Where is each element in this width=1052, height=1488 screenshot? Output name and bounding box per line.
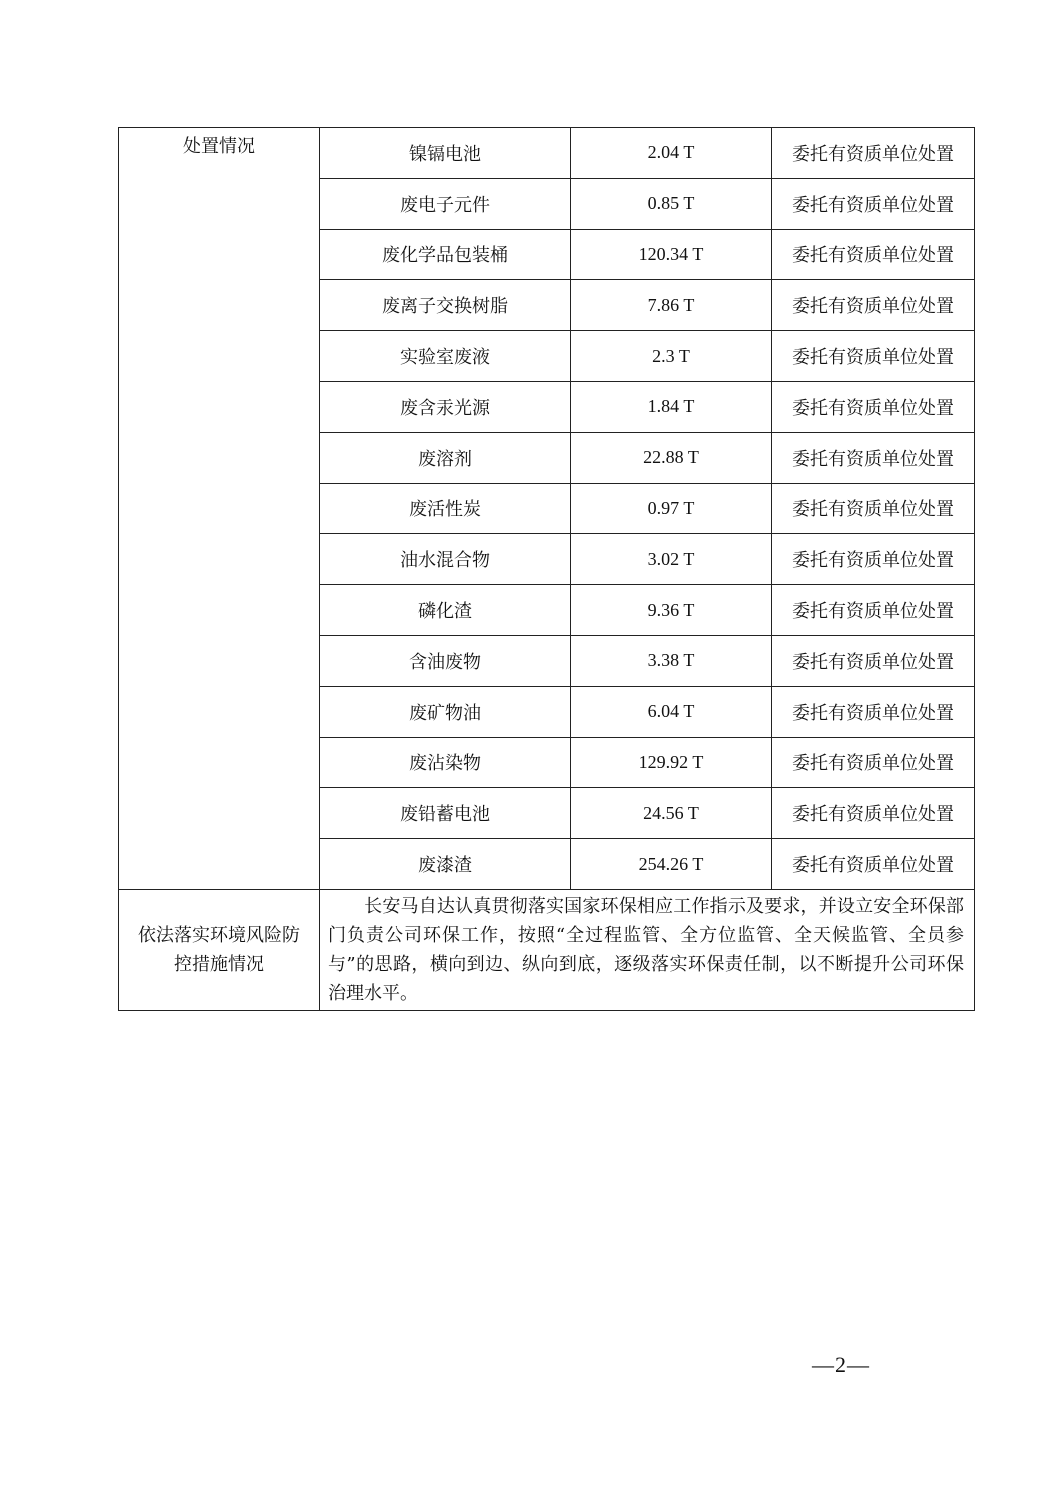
quantity: 9.36 T xyxy=(647,599,695,620)
quantity: 22.88 T xyxy=(643,447,699,468)
quantity: 6.04 T xyxy=(647,701,695,722)
quantity-cell xyxy=(571,178,772,229)
method-cell xyxy=(772,839,975,890)
waste-name: 废离子交换树脂 xyxy=(382,296,508,318)
method-cell xyxy=(772,585,975,636)
method-cell xyxy=(772,381,975,432)
method-cell xyxy=(772,686,975,737)
waste-name: 废化学品包装桶 xyxy=(382,245,508,267)
disposal-method: 委托有资质单位处置 xyxy=(792,702,954,724)
waste-name-cell xyxy=(320,229,571,280)
waste-name-cell xyxy=(320,635,571,686)
waste-name-cell xyxy=(320,128,571,179)
waste-name-cell xyxy=(320,381,571,432)
method-cell xyxy=(772,280,975,331)
waste-name: 油水混合物 xyxy=(400,550,490,572)
risk-measures-row xyxy=(119,889,975,1010)
disposal-method: 委托有资质单位处置 xyxy=(792,245,954,267)
waste-name: 废沾染物 xyxy=(409,753,481,775)
disposal-method: 委托有资质单位处置 xyxy=(792,601,954,623)
table-body xyxy=(119,128,975,1011)
method-cell xyxy=(772,534,975,585)
disposal-method: 委托有资质单位处置 xyxy=(792,397,954,419)
disposal-method: 委托有资质单位处置 xyxy=(792,143,954,165)
method-cell xyxy=(772,178,975,229)
quantity: 2.3 T xyxy=(652,345,690,366)
disposal-method: 委托有资质单位处置 xyxy=(792,651,954,673)
quantity-cell xyxy=(571,432,772,483)
quantity-cell xyxy=(571,331,772,382)
waste-name: 镍镉电池 xyxy=(409,143,481,165)
waste-name: 废矿物油 xyxy=(409,702,481,724)
risk-measures-label: 依法落实环境风险防控措施情况 xyxy=(138,924,300,975)
method-cell xyxy=(772,229,975,280)
waste-name-cell xyxy=(320,788,571,839)
waste-name-cell xyxy=(320,686,571,737)
method-cell xyxy=(772,128,975,179)
waste-name-cell xyxy=(320,483,571,534)
disposal-method: 委托有资质单位处置 xyxy=(792,855,954,877)
waste-name: 磷化渣 xyxy=(418,601,472,623)
risk-text-cell xyxy=(320,889,975,1010)
waste-name: 实验室废液 xyxy=(400,347,490,369)
disposal-method: 委托有资质单位处置 xyxy=(792,194,954,216)
quantity-cell xyxy=(571,737,772,788)
method-cell xyxy=(772,788,975,839)
risk-label-cell xyxy=(119,889,320,1010)
waste-name: 废漆渣 xyxy=(418,855,472,877)
quantity: 2.04 T xyxy=(647,142,695,163)
disposal-table xyxy=(118,127,975,1011)
quantity: 0.97 T xyxy=(647,497,695,518)
waste-name-cell xyxy=(320,178,571,229)
waste-name: 废含汞光源 xyxy=(400,397,490,419)
quantity-cell xyxy=(571,534,772,585)
quantity-cell xyxy=(571,280,772,331)
quantity-cell xyxy=(571,229,772,280)
table-row xyxy=(119,128,975,179)
disposal-method: 委托有资质单位处置 xyxy=(792,753,954,775)
quantity: 3.38 T xyxy=(647,650,695,671)
quantity-cell xyxy=(571,635,772,686)
category-label: 处置情况 xyxy=(183,136,255,157)
disposal-method: 委托有资质单位处置 xyxy=(792,296,954,318)
waste-name: 废溶剂 xyxy=(418,448,472,470)
waste-name-cell xyxy=(320,839,571,890)
quantity-cell xyxy=(571,788,772,839)
waste-name-cell xyxy=(320,331,571,382)
waste-name: 含油废物 xyxy=(409,651,481,673)
waste-name-cell xyxy=(320,585,571,636)
quantity: 254.26 T xyxy=(638,853,704,874)
quantity: 129.92 T xyxy=(638,751,704,772)
category-label-cell xyxy=(119,128,320,890)
quantity-cell xyxy=(571,483,772,534)
waste-name: 废铅蓄电池 xyxy=(400,804,490,826)
waste-name-cell xyxy=(320,432,571,483)
quantity: 3.02 T xyxy=(647,548,695,569)
quantity-cell xyxy=(571,686,772,737)
quantity: 24.56 T xyxy=(643,802,699,823)
waste-name: 废电子元件 xyxy=(400,194,490,216)
quantity: 120.34 T xyxy=(638,243,704,264)
method-cell xyxy=(772,432,975,483)
quantity-cell xyxy=(571,839,772,890)
quantity: 7.86 T xyxy=(647,294,695,315)
quantity-cell xyxy=(571,381,772,432)
page-number: —2— xyxy=(812,1352,870,1377)
waste-name-cell xyxy=(320,280,571,331)
disposal-method: 委托有资质单位处置 xyxy=(792,550,954,572)
quantity: 1.84 T xyxy=(647,396,695,417)
method-cell xyxy=(772,331,975,382)
method-cell xyxy=(772,737,975,788)
disposal-method: 委托有资质单位处置 xyxy=(792,804,954,826)
method-cell xyxy=(772,483,975,534)
quantity-cell xyxy=(571,128,772,179)
waste-name: 废活性炭 xyxy=(409,499,481,521)
quantity-cell xyxy=(571,585,772,636)
waste-name-cell xyxy=(320,737,571,788)
risk-measures-text: 长安马自达认真贯彻落实国家环保相应工作指示及要求，并设立安全环保部门负责公司环保工作，按照“全过程监管、全方位监管、全天候监管、全员参与”的思路，横向到边、纵向到底，逐级落实环保责任制，以不断提升公司环保治理水平。 xyxy=(328,895,964,1004)
disposal-method: 委托有资质单位处置 xyxy=(792,499,954,521)
waste-name-cell xyxy=(320,534,571,585)
disposal-method: 委托有资质单位处置 xyxy=(792,347,954,369)
disposal-method: 委托有资质单位处置 xyxy=(792,448,954,470)
method-cell xyxy=(772,635,975,686)
quantity: 0.85 T xyxy=(647,193,695,214)
